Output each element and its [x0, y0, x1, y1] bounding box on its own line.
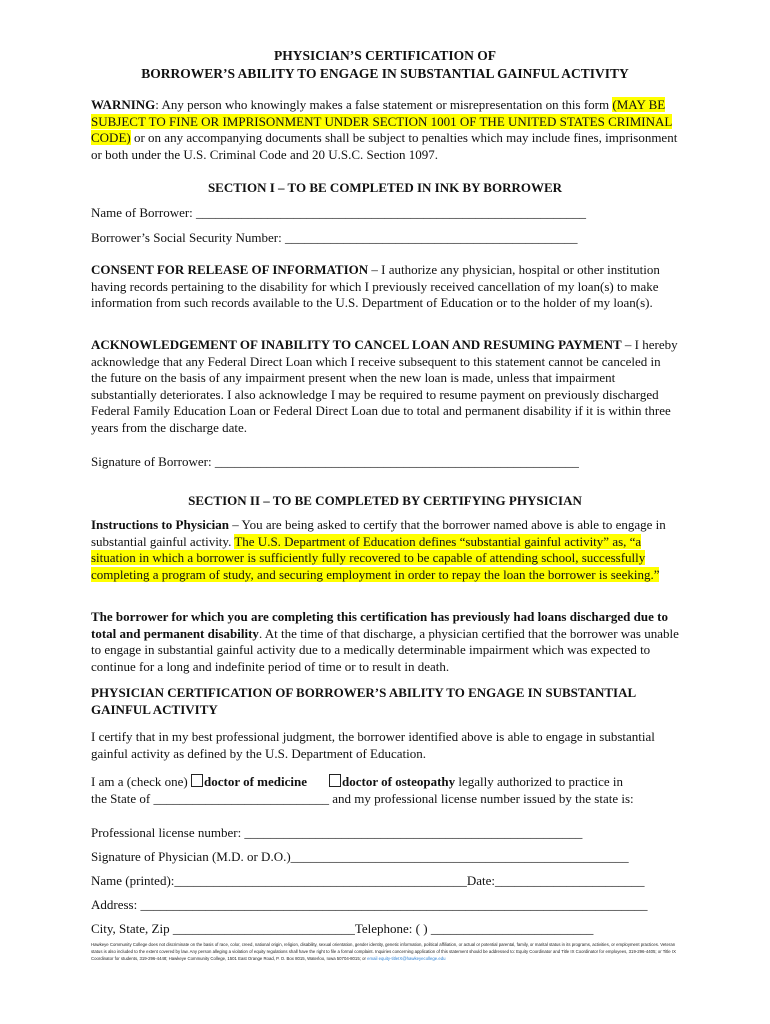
borrower-ssn-field[interactable]: Borrower’s Social Security Number: _____________________________________________ — [91, 230, 578, 245]
option-doctor-of-osteopathy-label: doctor of osteopathy — [342, 774, 456, 789]
previous-discharge-paragraph — [91, 609, 679, 675]
physician-signature-field[interactable]: Signature of Physician (M.D. or D.O.)____________________________________________________ — [91, 849, 629, 864]
title-line-1: PHYSICIAN’S CERTIFICATION OF — [273, 48, 497, 63]
warning-text-2: or on any accompanying documents shall be subject to penalties which may include fines, imprisonment or both under the U.S. Criminal Code and 20 U.S.C. Section 1097. — [91, 130, 678, 162]
footer-notice — [91, 941, 687, 962]
acknowledgement-paragraph — [91, 337, 679, 437]
license-number-field[interactable]: Professional license number: ____________________________________________________ — [91, 825, 583, 840]
instructions-paragraph — [91, 517, 679, 583]
warning-text-1: : Any person who knowingly makes a false statement or misrepresentation on this form — [155, 97, 613, 112]
footer-text: Hawkeye Community College does not discriminate on the basis of race, color, creed, national origin, religion, disability, sexual orientation, gender identity, genetic information, political affiliation, or actual or potential parental, family, or marital status in its programs, activities, or employment practices. Veteran status is also included to the extent covered by law. Any person alleging a violation of equity regulations shall have the right to file a formal complaint. Inquiries concerning application of this statement should be addressed to: Equity Coordinator and Title IX Coordinator for employees, 319-296-4405; or Title IX Coordinator for students, 319-296-4448; Hawkeye Community College, 1501 East Orange Road, P. O. Box 8015, Waterloo, Iowa 50704-8015; or — [91, 942, 676, 961]
section-1-heading: SECTION I – TO BE COMPLETED IN INK BY BORROWER — [207, 180, 563, 195]
definition-highlight: The U.S. Department of Education defines “substantial gainful activity” as, “a situation in which a borrower is sufficiently fully recovered to be capable of attending school, successfully completing a program of study, and securing employment in order to repay the loan the borrower is seeking.” — [91, 533, 660, 582]
name-date-field[interactable]: Name (printed):_____________________________________________Date:_______________________ — [91, 873, 645, 888]
borrower-signature-field[interactable]: Signature of Borrower: ________________________________________________________ — [91, 454, 579, 469]
consent-label: CONSENT FOR RELEASE OF INFORMATION — [91, 262, 369, 277]
instructions-label: Instructions to Physician — [91, 517, 229, 532]
warning-paragraph — [91, 97, 679, 163]
checkbox-doctor-of-medicine[interactable] — [191, 774, 203, 787]
section-2-heading: SECTION II – TO BE COMPLETED BY CERTIFYING PHYSICIAN — [188, 493, 582, 508]
instructions-text: – You are being asked to certify that the borrower named above is able to engage in substantial gainful activity. — [91, 517, 666, 549]
warning-highlight: (MAY BE SUBJECT TO FINE OR IMPRISONMENT UNDER SECTION 1001 OF THE UNITED STATES CRIMINAL CODE) — [91, 97, 673, 146]
warning-label: WARNING — [91, 97, 156, 112]
checkbox-doctor-of-osteopathy[interactable] — [329, 774, 341, 787]
consent-paragraph — [91, 262, 679, 312]
consent-text: – I authorize any physician, hospital or other institution having records pertaining to the disability for which I previously received cancellation of my loan(s) to make information from such records available to the U.S. Department of Education or to the holder of my loan(s). — [91, 262, 660, 311]
address-field[interactable]: Address: ______________________________________________________________________________ — [91, 897, 648, 912]
acknowledgement-label: ACKNOWLEDGEMENT OF INABILITY TO CANCEL LOAN AND RESUMING PAYMENT — [91, 337, 622, 352]
physician-type-prefix: I am a (check one) — [91, 774, 191, 789]
previous-discharge-bold: The borrower for which you are completing this certification has previously had loans discharged due to total and permanent disability — [91, 609, 668, 641]
city-telephone-field[interactable]: City, State, Zip ____________________________Telephone: ( ) _________________________ — [91, 921, 594, 936]
document-title — [91, 47, 679, 83]
previous-discharge-text: . At the time of that discharge, a physician certified that the borrower was unable to engage in substantial gainful activity due to a medically determinable impairment which was expected to continue for a long and indefinite period of time or to result in death. — [91, 625, 679, 674]
certification-heading: PHYSICIAN CERTIFICATION OF BORROWER’S ABILITY TO ENGAGE IN SUBSTANTIAL GAINFUL ACTIVITY — [91, 685, 636, 717]
physician-type-row — [91, 774, 679, 791]
footer-email-link[interactable]: email equity-titleIX@hawkeyecollege.edu — [367, 956, 446, 961]
title-line-2: BORROWER’S ABILITY TO ENGAGE IN SUBSTANTIAL GAINFUL ACTIVITY — [141, 66, 629, 81]
state-field[interactable]: the State of ___________________________ and my professional license number issued by the state is: — [91, 791, 634, 806]
acknowledgement-text: – I hereby acknowledge that any Federal Direct Loan which I receive subsequent to this statement cannot be canceled in the future on the basis of any impairment present when the new loan is made, unless that impairment substantially deteriorates. I also acknowledge I may be required to resume payment on previously discharged Federal Family Education Loan or Federal Direct Loan due to total and permanent disability if it is within three years from the discharge date. — [91, 337, 678, 435]
physician-type-suffix: legally authorized to practice in — [455, 774, 624, 789]
borrower-name-field[interactable]: Name of Borrower: ____________________________________________________________ — [91, 205, 587, 220]
certify-statement: I certify that in my best professional judgment, the borrower identified above is able to engage in substantial gainful activity as defined by the U.S. Department of Education. — [91, 729, 655, 761]
option-doctor-of-medicine-label: doctor of medicine — [203, 774, 308, 789]
